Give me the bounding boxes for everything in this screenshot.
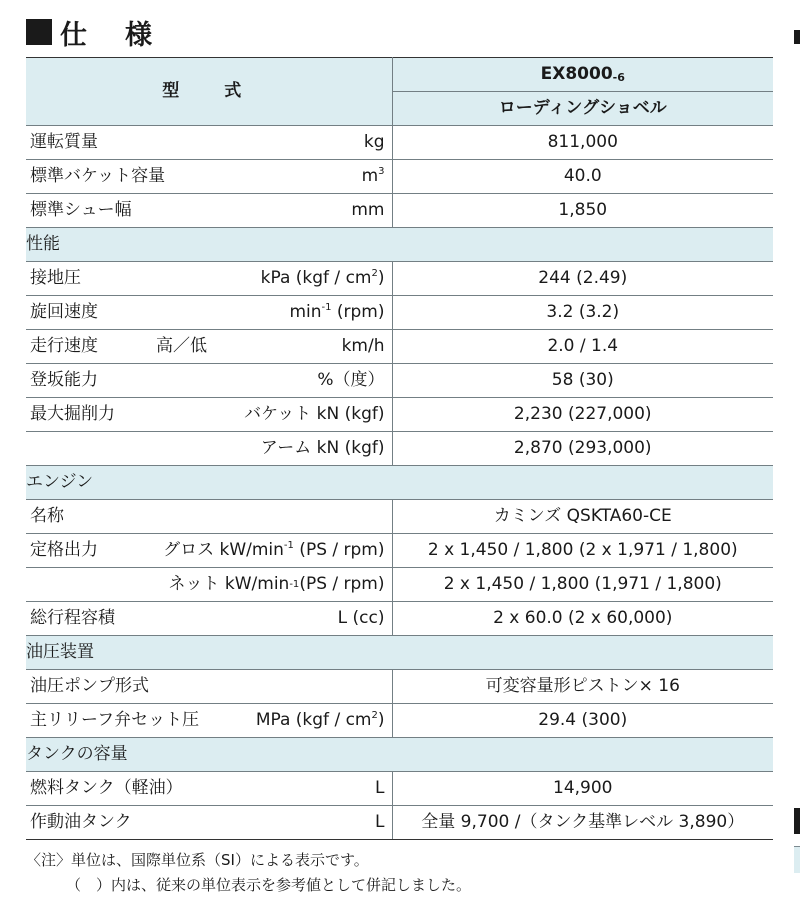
row-unit: L [375,778,385,798]
row-gradeability [26,364,773,398]
row-unit: アーム kN (kgf) [209,431,392,465]
row-label: 登坂能力 [30,370,98,390]
row-hydraulic-tank [26,806,773,840]
row-label: 油圧ポンプ形式 [30,676,149,696]
row-value: 58 (30) [392,364,773,398]
row-unit: ネット kW/min -1 (PS / rpm) [126,567,392,601]
row-sublabel: 高／低 [156,336,207,356]
row-value: 2 x 60.0 (2 x 60,000) [392,602,773,636]
row-label: 総行程容積 [30,608,115,628]
row-operating-weight [26,126,773,160]
row-label: 名称 [30,506,64,526]
row-unit: km/h [341,336,385,356]
model-name: $EX8000_{-6}$ [392,58,773,92]
next-page-edge-table [794,846,800,873]
row-displacement [26,602,773,636]
model-type: ローディングショベル [392,92,773,126]
row-unit: mm [351,200,385,220]
row-label: 接地圧 [30,268,81,288]
section-tank [26,738,773,772]
type-header: 型 式 [26,58,392,126]
row-label: 作動油タンク [30,812,132,832]
row-value: 2 x 1,450 / 1,800 (2 x 1,971 / 1,800) [392,534,773,568]
footnote-si-units: 〈注〉単位は、国際単位系（SI）による表示です。 [26,851,369,869]
section-title: 性能 [26,228,773,262]
section-title: エンジン [26,466,773,500]
row-rated-output-net [26,568,773,602]
row-pump-type [26,670,773,704]
heading-char-1: 仕 [60,19,87,51]
section-heading [26,14,152,50]
footnote-legacy-units: （ ）内は、従来の単位表示を参考値として併記しました。 [66,876,472,894]
row-value: 244 (2.49) [392,262,773,296]
row-label: 最大掘削力 [30,404,115,424]
row-swing-speed [26,296,773,330]
row-value: 2,870 (293,000) [392,432,773,466]
row-unit: $\min^{-1} (rpm)$ [289,302,385,322]
row-label: 標準バケット容量 [30,166,166,186]
row-label: 標準シュー幅 [30,200,132,220]
row-label: 定格出力 [30,540,98,560]
row-value: 811,000 [392,126,773,160]
spec-table [26,57,773,840]
row-value: 2.0 / 1.4 [392,330,773,364]
row-ground-pressure [26,262,773,296]
row-value: 2,230 (227,000) [392,398,773,432]
row-value: 14,900 [392,772,773,806]
row-fuel-tank [26,772,773,806]
row-label: 旋回速度 [30,302,98,322]
row-rated-output-gross [26,534,773,568]
row-digging-force-bucket [26,398,773,432]
row-value: 40.0 [392,160,773,194]
section-hydraulic [26,636,773,670]
section-engine [26,466,773,500]
row-bucket-capacity [26,160,773,194]
row-value: 1,850 [392,194,773,228]
row-value: 2 x 1,450 / 1,800 (1,971 / 1,800) [392,568,773,602]
row-engine-name [26,500,773,534]
row-shoe-width [26,194,773,228]
row-unit: グロス $kW/\min^{-1}$ (PS / rpm) [163,540,385,560]
next-page-edge-mark-lower [794,808,800,834]
row-label: 燃料タンク（軽油） [30,778,183,798]
row-label: 運転質量 [30,132,98,152]
row-value: 全量 9,700 /（タンク基準レベル 3,890） [392,806,773,840]
row-unit: $m^3$ [361,166,385,186]
row-value: 可変容量形ピストン× 16 [392,670,773,704]
row-unit: MPa $(kgf / cm^2)$ [255,710,385,730]
section-performance [26,228,773,262]
row-unit: kg [363,132,385,152]
row-label: 主リリーフ弁セット圧 [30,710,200,730]
section-title: タンクの容量 [26,738,773,772]
row-value: 3.2 (3.2) [392,296,773,330]
row-digging-force-arm [26,432,773,466]
row-value: カミンズ QSKTA60-CE [392,500,773,534]
next-page-edge-mark [794,30,800,44]
row-unit: kPa $(kgf / cm^2)$ [260,268,385,288]
row-unit: L [375,812,385,832]
heading-char-2: 様 [125,19,152,51]
black-square-icon [26,19,52,45]
footnotes [26,848,471,898]
row-value: 29.4 (300) [392,704,773,738]
row-unit: L (cc) [337,608,385,628]
row-relief-pressure [26,704,773,738]
row-unit: バケット kN (kgf) [244,404,385,424]
row-label: 走行速度 [30,336,98,356]
row-travel-speed [26,330,773,364]
section-title: 油圧装置 [26,636,773,670]
row-unit: %（度） [317,370,385,390]
